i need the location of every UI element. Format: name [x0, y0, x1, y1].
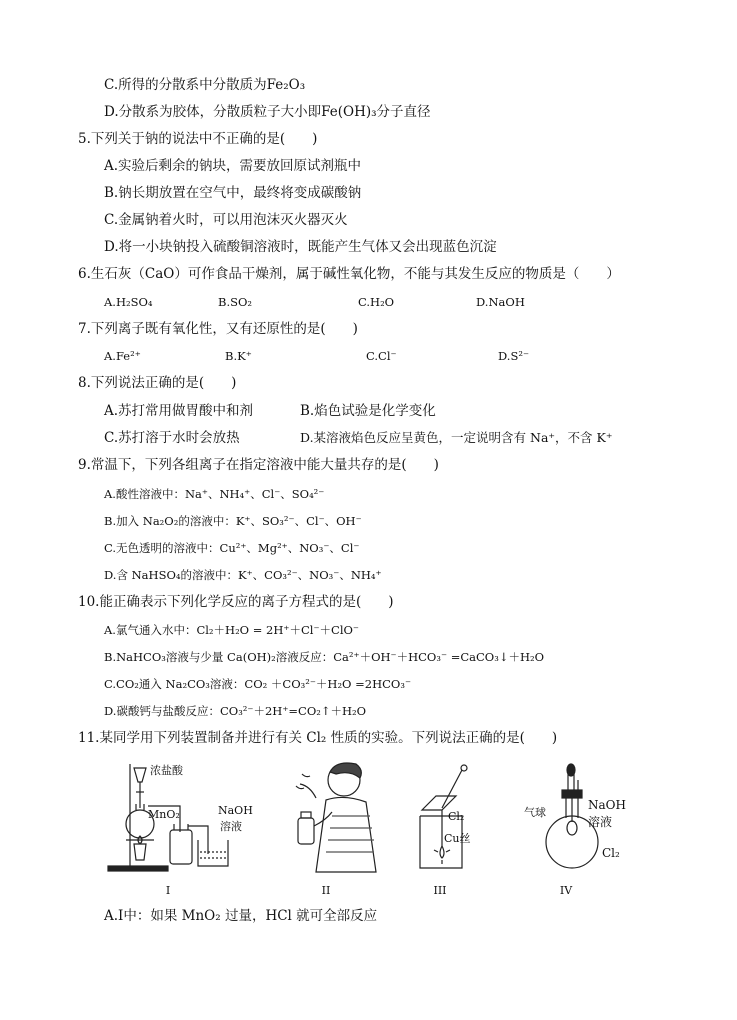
question-6-stem: 6.生石灰（CaO）可作食品干燥剂，属于碱性氧化物，不能与其发生反应的物质是（ ） — [78, 266, 620, 282]
figure-2-label: II — [321, 884, 331, 897]
question-7-option-d: D.S²⁻ — [498, 349, 530, 363]
figure-1-naoh-label: NaOH — [218, 804, 253, 817]
question-5-option-c: C.金属钠着火时，可以用泡沫灭火器灭火 — [104, 212, 348, 228]
figure-4-solution-label: 溶液 — [588, 815, 613, 829]
question-10-option-a: A.氯气通入水中：Cl₂＋H₂O = 2H⁺＋Cl⁻＋ClO⁻ — [104, 623, 359, 637]
question-5-option-d: D.将一小块钠投入硫酸铜溶液时，既能产生气体又会出现蓝色沉淀 — [104, 239, 497, 255]
figure-4-label: IV — [559, 884, 573, 897]
figure-4-balloon-label: 气球 — [524, 806, 546, 819]
figure-3-label: III — [433, 884, 447, 897]
figure-1-label: I — [165, 884, 171, 897]
question-6-option-d: D.NaOH — [476, 295, 525, 309]
question-11-stem: 11.某同学用下列装置制备并进行有关 Cl₂ 性质的实验。下列说法正确的是( ) — [78, 730, 558, 746]
prev-option-c: C.所得的分散系中分散质为Fe₂O₃ — [104, 77, 306, 93]
question-6-option-b: B.SO₂ — [218, 295, 253, 309]
question-10-option-d: D.碳酸钙与盐酸反应：CO₃²⁻＋2H⁺=CO₂↑＋H₂O — [104, 704, 367, 718]
question-8-option-d: D.某溶液焰色反应呈黄色，一定说明含有 Na⁺，不含 K⁺ — [300, 430, 613, 445]
question-9-option-d: D.含 NaHSO₄的溶液中：K⁺、CO₃²⁻、NO₃⁻、NH₄⁺ — [104, 568, 382, 582]
question-6-option-a: A.H₂SO₄ — [104, 295, 153, 309]
figure-1-mno2-label: MnO₂ — [148, 808, 180, 821]
question-9-option-c: C.无色透明的溶液中：Cu²⁺、Mg²⁺、NO₃⁻、Cl⁻ — [104, 541, 360, 555]
question-10-option-b: B.NaHCO₃溶液与少量 Ca(OH)₂溶液反应：Ca²⁺＋OH⁻＋HCO₃⁻ =CaCO₃↓＋H₂O — [104, 650, 545, 664]
figure-4-naoh-label: NaOH — [588, 798, 626, 812]
figure-1-acid-label: 浓盐酸 — [150, 764, 183, 777]
question-9-option-a: A.酸性溶液中：Na⁺、NH₄⁺、Cl⁻、SO₄²⁻ — [104, 487, 325, 501]
question-8-option-a: A.苏打常用做胃酸中和剂 — [104, 403, 254, 419]
question-6-option-c: C.H₂O — [358, 295, 395, 309]
figure-4-cl2-label: Cl₂ — [602, 846, 620, 860]
question-9-option-b: B.加入 Na₂O₂的溶液中：K⁺、SO₃²⁻、Cl⁻、OH⁻ — [104, 514, 362, 528]
figure-2-smelling — [286, 756, 386, 874]
figure-3-copper-burning — [412, 764, 482, 874]
question-7-option-b: B.K⁺ — [225, 349, 252, 363]
question-5-option-b: B.钠长期放置在空气中，最终将变成碳酸钠 — [104, 185, 362, 201]
question-10-option-c: C.CO₂通入 Na₂CO₃溶液：CO₂ ＋CO₃²⁻＋H₂O =2HCO₃⁻ — [104, 677, 412, 691]
question-9-stem: 9.常温下，下列各组离子在指定溶液中能大量共存的是( ) — [78, 457, 439, 473]
figure-1-solution-label: 溶液 — [220, 820, 242, 833]
question-8-option-c: C.苏打溶于水时会放热 — [104, 430, 240, 446]
prev-option-d: D.分散系为胶体，分散质粒子大小即Fe(OH)₃分子直径 — [104, 104, 431, 120]
question-7-option-a: A.Fe²⁺ — [104, 349, 141, 363]
question-5-stem: 5.下列关于钠的说法中不正确的是( ) — [78, 131, 318, 147]
figure-3-cu-label: Cu丝 — [444, 832, 471, 845]
question-8-option-b: B.焰色试验是化学变化 — [300, 403, 436, 419]
question-8-stem: 8.下列说法正确的是( ) — [78, 375, 237, 391]
question-11-option-a: A.Ⅰ中：如果 MnO₂ 过量，HCl 就可全部反应 — [104, 908, 378, 924]
question-5-option-a: A.实验后剩余的钠块，需要放回原试剂瓶中 — [104, 158, 362, 174]
figure-3-cl2-label: Cl₂ — [448, 810, 465, 823]
question-7-stem: 7.下列离子既有氧化性，又有还原性的是( ) — [78, 321, 358, 337]
question-10-stem: 10.能正确表示下列化学反应的离子方程式的是( ) — [78, 594, 394, 610]
question-7-option-c: C.Cl⁻ — [366, 349, 397, 363]
